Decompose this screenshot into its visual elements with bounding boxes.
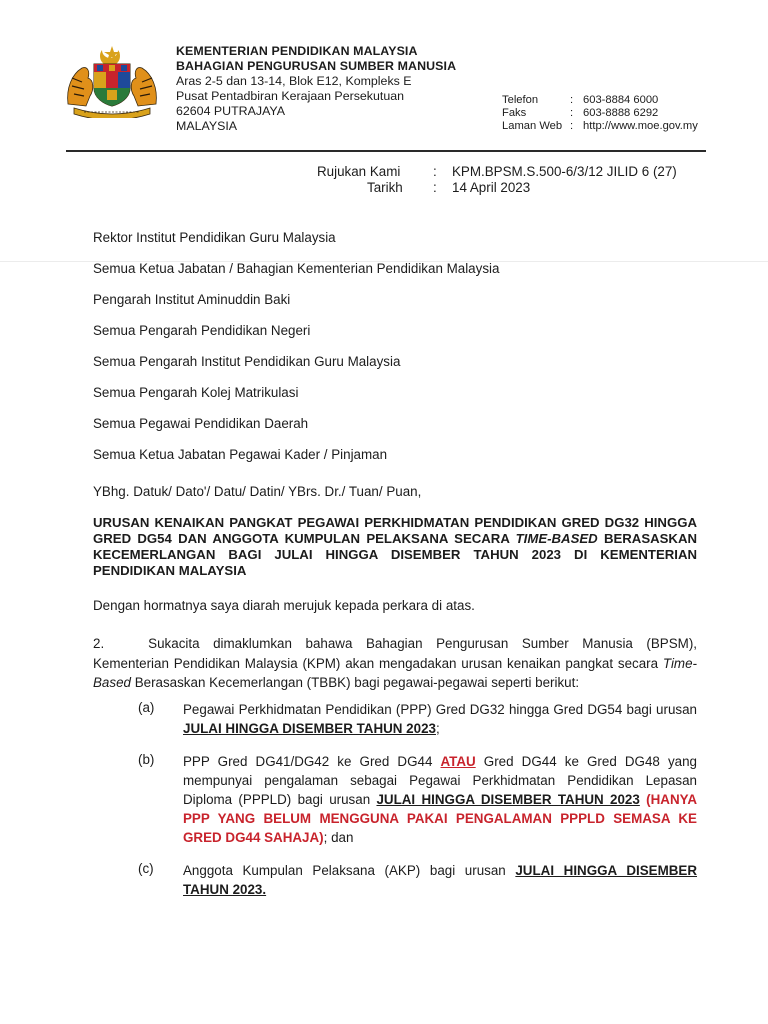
website-label: Laman Web [502, 120, 563, 132]
paragraph-italic-term: Time-Based [93, 655, 697, 690]
paragraph-text: Berasaskan Kecemerlangan (TBBK) bagi pegawai-pegawai seperti berikut: [130, 675, 580, 690]
fax-value: 603-8888 6292 [583, 107, 659, 119]
period-emphasis: JULAI HINGGA DISEMBER TAHUN 2023 [376, 792, 640, 807]
recipient-line: Rektor Institut Pendidikan Guru Malaysia [93, 230, 336, 245]
item-c-text [183, 861, 697, 899]
subject-text: URUSAN KENAIKAN PANGKAT PEGAWAI PERKHIDMATAN PENDIDIKAN GRED DG32 HINGGA GRED DG54 DAN ANGGOTA KUMPULAN PELAKSANA SECARA [93, 515, 697, 546]
address-line: Aras 2-5 dan 13-14, Blok E12, Kompleks E [176, 74, 412, 88]
recipient-line: Semua Ketua Jabatan Pegawai Kader / Pinjaman [93, 447, 388, 462]
letter-date: 14 April 2023 [452, 180, 531, 195]
period-emphasis: JULAI HINGGA DISEMBER TAHUN 2023. [183, 863, 698, 897]
reference-colon: : [433, 164, 437, 179]
fax-colon: : [570, 107, 574, 119]
intro-sentence: Dengan hormatnya saya diarah merujuk kepada perkara di atas. [93, 598, 475, 613]
website-link[interactable]: http://www.moe.gov.my [583, 120, 698, 132]
red-note: (HANYA PPP YANG BELUM MENGGUNA PAKAI PENGALAMAN PPPLD SEMASA KE GRED DG44 SAHAJA) [183, 792, 697, 845]
recipient-line: Semua Pengarah Kolej Matrikulasi [93, 385, 299, 400]
item-c-label: (c) [138, 861, 154, 876]
phone-label: Telefon [502, 94, 539, 106]
period-emphasis: JULAI HINGGA DISEMBER TAHUN 2023 [183, 721, 436, 736]
item-text: Anggota Kumpulan Pelaksana (AKP) bagi urusan [183, 863, 516, 878]
paragraph-text: Sukacita dimaklumkan bahawa Bahagian Pengurusan Sumber Manusia (BPSM), Kementerian Pendidikan Malaysia (KPM) akan mengadakan urusan kenaikan pangkat secara [93, 636, 697, 671]
date-colon: : [433, 180, 437, 195]
division-name: BAHAGIAN PENGURUSAN SUMBER MANUSIA [176, 59, 457, 73]
item-text: Pegawai Perkhidmatan Pendidikan (PPP) Gred DG32 hingga Gred DG54 bagi urusan [183, 702, 697, 717]
item-tail: ; dan [323, 830, 354, 845]
address-line: MALAYSIA [176, 119, 238, 133]
item-a-label: (a) [138, 700, 155, 715]
website-colon: : [570, 120, 574, 132]
subject-text: BERASASKAN KECEMERLANGAN BAGI JULAI HINGGA DISEMBER TAHUN 2023 DI KEMENTERIAN PENDIDIKAN MALAYSIA [93, 531, 698, 578]
recipient-line: Semua Ketua Jabatan / Bahagian Kementerian Pendidikan Malaysia [93, 261, 500, 276]
subject-italic-term: TIME-BASED [515, 531, 598, 546]
subject-heading [93, 515, 697, 579]
reference-label: Rujukan Kami [317, 164, 401, 179]
reference-number: KPM.BPSM.S.500-6/3/12 JILID 6 (27) [452, 164, 677, 179]
item-b-label: (b) [138, 752, 155, 767]
item-text: PPP Gred DG41/DG42 ke Gred DG44 [183, 754, 441, 769]
letterhead-divider [66, 150, 706, 152]
item-b-text [183, 752, 697, 847]
item-a-text [183, 700, 697, 738]
ministry-name: KEMENTERIAN PENDIDIKAN MALAYSIA [176, 44, 418, 58]
paragraph-number: 2. [93, 636, 105, 651]
recipient-line: Semua Pengarah Institut Pendidikan Guru Malaysia [93, 354, 401, 369]
date-label: Tarikh [367, 180, 403, 195]
fax-label: Faks [502, 107, 527, 119]
coat-of-arms-crest-icon [60, 44, 164, 118]
phone-colon: : [570, 94, 574, 106]
salutation: YBhg. Datuk/ Dato'/ Datu/ Datin/ YBrs. Dr./ Tuan/ Puan, [93, 484, 422, 499]
address-line: 62604 PUTRAJAYA [176, 104, 286, 118]
atau-emphasis: ATAU [440, 754, 476, 769]
recipient-line: Semua Pengarah Pendidikan Negeri [93, 323, 311, 338]
paragraph-2 [93, 634, 697, 693]
recipient-line: Semua Pegawai Pendidikan Daerah [93, 416, 309, 431]
phone-value: 603-8884 6000 [583, 94, 659, 106]
item-tail: ; [435, 721, 440, 736]
recipient-line: Pengarah Institut Aminuddin Baki [93, 292, 291, 307]
item-text: Gred DG44 ke Gred DG48 yang mempunyai pengalaman sebagai Pegawai Perkhidmatan Pendidikan Lepasan Diploma (PPPLD) bagi urusan [183, 754, 697, 807]
address-line: Pusat Pentadbiran Kerajaan Persekutuan [176, 89, 405, 103]
